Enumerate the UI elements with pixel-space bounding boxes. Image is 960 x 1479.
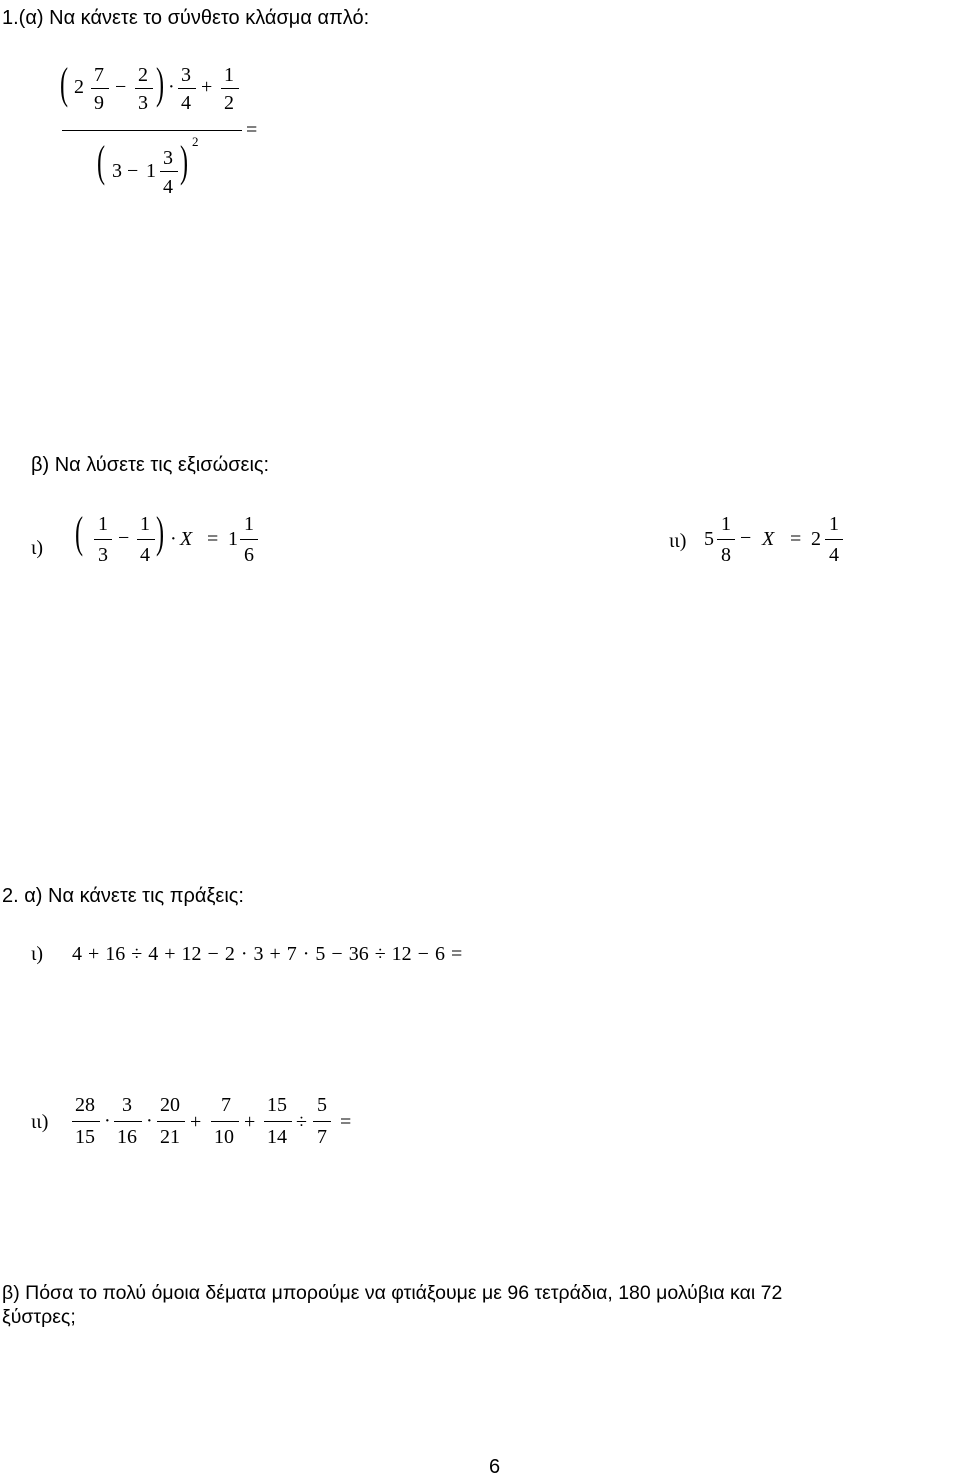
fraction-bar: [221, 88, 239, 89]
variable-x: X: [180, 528, 193, 550]
eq1-label: ι): [31, 537, 44, 559]
eq1-f2-d: 4: [140, 544, 150, 566]
right-paren: ): [156, 508, 165, 557]
expr2-f3-n: 20: [160, 1094, 180, 1116]
q1-heading: 1.(α) Να κάνετε το σύνθετο κλάσμα απλό:: [2, 7, 370, 29]
fraction-bar: [91, 88, 109, 89]
eq2-f1-n: 1: [721, 513, 731, 535]
expr2-f5-d: 14: [267, 1126, 287, 1148]
divide-sign: ÷: [296, 1111, 307, 1133]
fraction-bar: [137, 539, 155, 540]
eq1-f2-n: 1: [140, 513, 150, 535]
fraction-bar: [264, 1121, 292, 1122]
expr2-f2-d: 16: [117, 1126, 137, 1148]
eq1-lead: 1: [228, 528, 238, 550]
fraction-bar: [178, 88, 196, 89]
minus-sign: −: [118, 527, 130, 549]
expr1-text: 4 + 16 ÷ 4 + 12 − 2 · 3 + 7 · 5 − 36 ÷ 12 − 6 =: [72, 943, 463, 965]
num-f3-d: 4: [181, 92, 191, 114]
num-f1-d: 9: [94, 92, 104, 114]
fraction-bar: [211, 1121, 239, 1122]
fraction-bar: [72, 1121, 100, 1122]
expr1-label: ι): [31, 943, 44, 965]
q1b-heading: β) Να λύσετε τις εξισώσεις:: [31, 454, 270, 476]
num-f2-d: 3: [138, 92, 148, 114]
eq1-f1-d: 3: [98, 544, 108, 566]
minus-sign: −: [127, 160, 139, 182]
equals-sign: =: [246, 119, 258, 141]
main-fraction-bar: [62, 130, 242, 131]
dot-sign: ·: [104, 1110, 111, 1132]
fraction-bar: [157, 1121, 185, 1122]
den-f-d: 4: [163, 176, 173, 198]
plus-sign: +: [190, 1111, 202, 1133]
expr2-f6-n: 5: [317, 1094, 327, 1116]
plus-sign: +: [201, 76, 213, 98]
num-f2-n: 2: [138, 64, 148, 86]
q2-heading: 2. α) Να κάνετε τις πράξεις:: [2, 885, 244, 907]
expr2-f3-d: 21: [160, 1126, 180, 1148]
fraction-bar: [313, 1121, 331, 1122]
left-paren: (: [97, 137, 106, 186]
expr2-f4-d: 10: [214, 1126, 234, 1148]
variable-x: X: [762, 528, 775, 550]
equals-sign: =: [340, 1111, 352, 1133]
left-paren: (: [75, 508, 84, 557]
num-lead: 2: [74, 76, 84, 98]
den-lead: 1: [146, 160, 156, 182]
eq2-lead1: 5: [704, 528, 714, 550]
q2b-line1: β) Πόσα το πολύ όμοια δέματα μπορούμε να φτιάξουμε με 96 τετράδια, 180 μολύβια και 72: [2, 1282, 783, 1304]
plus-sign: +: [244, 1111, 256, 1133]
num-f4-n: 1: [224, 64, 234, 86]
den-a: 3: [112, 160, 122, 182]
fraction-bar: [160, 171, 178, 172]
eq2-f1-d: 8: [721, 544, 731, 566]
eq1-f3-d: 6: [244, 544, 254, 566]
fraction-bar: [240, 539, 258, 540]
num-f3-n: 3: [181, 64, 191, 86]
minus-sign: −: [115, 76, 127, 98]
page-number: 6: [489, 1456, 501, 1478]
dot-sign: ·: [168, 76, 175, 98]
eq1-f1-n: 1: [98, 513, 108, 535]
eq2-lead2: 2: [811, 528, 821, 550]
expr2-f6-d: 7: [317, 1126, 327, 1148]
eq1-f3-n: 1: [244, 513, 254, 535]
dot-sign: ·: [170, 528, 177, 550]
expr2-f2-n: 3: [122, 1094, 132, 1116]
equals-sign: =: [790, 528, 802, 550]
num-f4-d: 2: [224, 92, 234, 114]
fraction-bar: [717, 539, 735, 540]
fraction-bar: [114, 1121, 142, 1122]
den-f-n: 3: [163, 147, 173, 169]
fraction-bar: [825, 539, 843, 540]
q2b-line2: ξύστρες;: [2, 1306, 76, 1328]
fraction-bar: [135, 88, 153, 89]
expr2-f1-d: 15: [75, 1126, 95, 1148]
fraction-bar: [94, 539, 112, 540]
right-paren: ): [156, 59, 165, 108]
exponent: 2: [192, 134, 199, 149]
eq2-f2-d: 4: [829, 544, 839, 566]
eq2-label: ιι): [669, 530, 687, 552]
equals-sign: =: [207, 528, 219, 550]
dot-sign: ·: [146, 1110, 153, 1132]
left-paren: (: [60, 59, 69, 108]
expr2-f4-n: 7: [221, 1094, 231, 1116]
expr2-f5-n: 15: [267, 1094, 287, 1116]
right-paren: ): [180, 137, 189, 186]
num-f1-n: 7: [94, 64, 104, 86]
expr2-label: ιι): [31, 1111, 49, 1133]
minus-sign: −: [740, 527, 752, 549]
eq2-f2-n: 1: [829, 513, 839, 535]
expr2-f1-n: 28: [75, 1094, 95, 1116]
